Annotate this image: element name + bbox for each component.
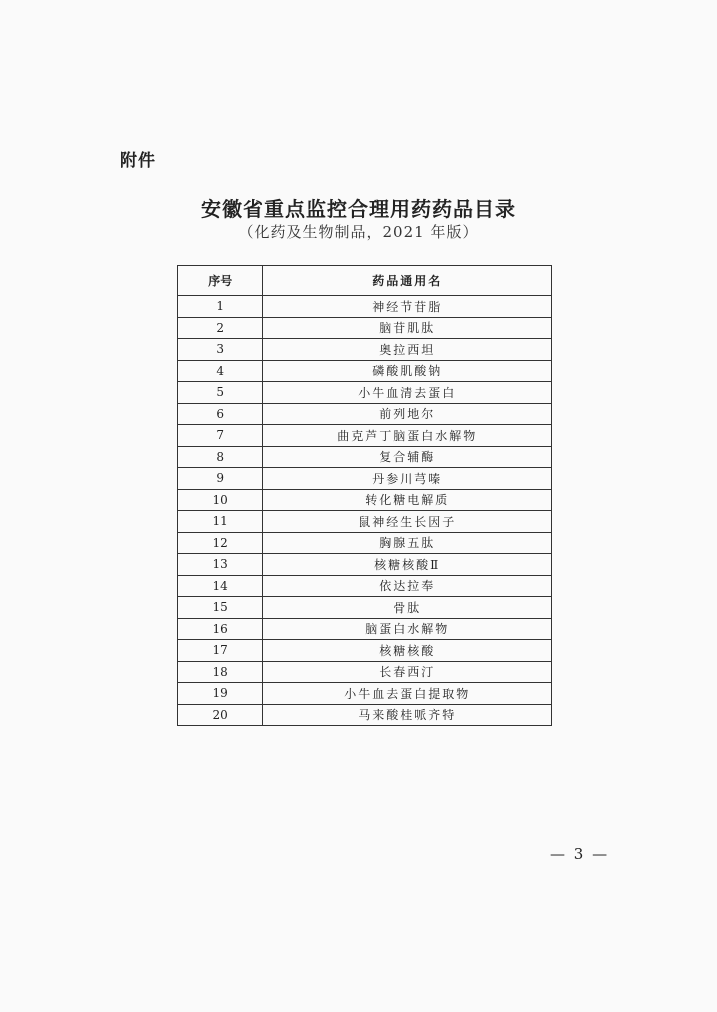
- row-number: 11: [178, 511, 263, 533]
- attachment-label: 附件: [120, 151, 156, 171]
- drug-name: 脑蛋白水解物: [263, 618, 552, 640]
- table-row: [178, 640, 552, 662]
- row-number: 7: [178, 425, 263, 447]
- row-number: 17: [178, 640, 263, 662]
- table-row: [178, 403, 552, 425]
- table-row: [178, 597, 552, 619]
- row-number: 14: [178, 575, 263, 597]
- drug-catalog-table: [177, 265, 552, 726]
- table-header-row: [178, 266, 552, 296]
- drug-name: 磷酸肌酸钠: [263, 360, 552, 382]
- row-number: 2: [178, 317, 263, 339]
- drug-name: 曲克芦丁脑蛋白水解物: [263, 425, 552, 447]
- column-header-drug-name: 药品通用名: [263, 266, 552, 296]
- document-title: 安徽省重点监控合理用药药品目录: [201, 197, 516, 221]
- table-row: [178, 554, 552, 576]
- table-row: [178, 468, 552, 490]
- table-row: [178, 575, 552, 597]
- table-row: [178, 532, 552, 554]
- drug-name: 脑苷肌肽: [263, 317, 552, 339]
- row-number: 6: [178, 403, 263, 425]
- drug-name: 依达拉奉: [263, 575, 552, 597]
- table-row: [178, 704, 552, 726]
- document-subtitle: （化药及生物制品，2021 年版）: [238, 223, 479, 241]
- table-row: [178, 339, 552, 361]
- row-number: 19: [178, 683, 263, 705]
- column-header-serial-number: 序号: [178, 266, 263, 296]
- row-number: 9: [178, 468, 263, 490]
- row-number: 12: [178, 532, 263, 554]
- table-row: [178, 661, 552, 683]
- row-number: 3: [178, 339, 263, 361]
- drug-name: 奥拉西坦: [263, 339, 552, 361]
- drug-name: 小牛血去蛋白提取物: [263, 683, 552, 705]
- row-number: 20: [178, 704, 263, 726]
- row-number: 10: [178, 489, 263, 511]
- drug-name: 核糖核酸Ⅱ: [263, 554, 552, 576]
- drug-name: 神经节苷脂: [263, 296, 552, 318]
- drug-name: 胸腺五肽: [263, 532, 552, 554]
- drug-name: 复合辅酶: [263, 446, 552, 468]
- row-number: 8: [178, 446, 263, 468]
- table-row: [178, 489, 552, 511]
- row-number: 5: [178, 382, 263, 404]
- table-row: [178, 425, 552, 447]
- table-row: [178, 317, 552, 339]
- row-number: 4: [178, 360, 263, 382]
- table-row: [178, 446, 552, 468]
- table-row: [178, 296, 552, 318]
- drug-name: 核糖核酸: [263, 640, 552, 662]
- table-row: [178, 360, 552, 382]
- drug-name: 小牛血清去蛋白: [263, 382, 552, 404]
- drug-name: 长春西汀: [263, 661, 552, 683]
- drug-name: 转化糖电解质: [263, 489, 552, 511]
- table-row: [178, 683, 552, 705]
- table-row: [178, 618, 552, 640]
- page-number: — 3 —: [550, 845, 610, 863]
- table-row: [178, 511, 552, 533]
- drug-name: 鼠神经生长因子: [263, 511, 552, 533]
- row-number: 13: [178, 554, 263, 576]
- drug-name: 前列地尔: [263, 403, 552, 425]
- drug-name: 骨肽: [263, 597, 552, 619]
- drug-name: 马来酸桂哌齐特: [263, 704, 552, 726]
- row-number: 18: [178, 661, 263, 683]
- row-number: 15: [178, 597, 263, 619]
- row-number: 16: [178, 618, 263, 640]
- drug-name: 丹参川芎嗪: [263, 468, 552, 490]
- row-number: 1: [178, 296, 263, 318]
- table-row: [178, 382, 552, 404]
